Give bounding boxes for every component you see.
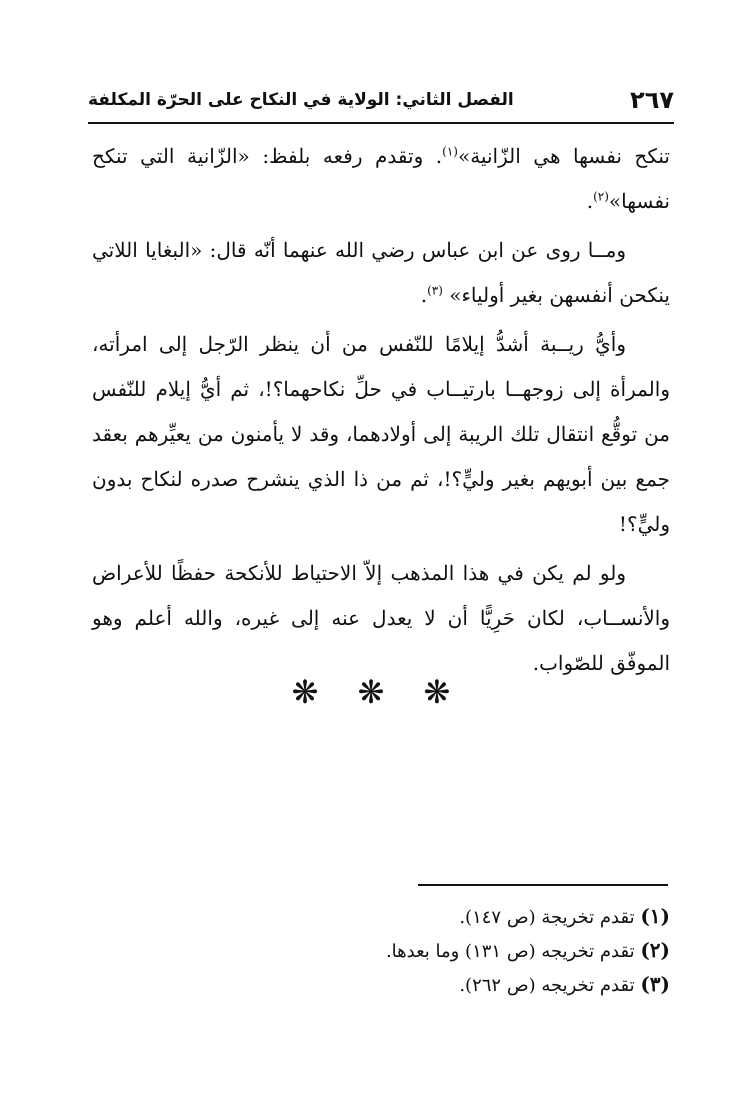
page-number: ٢٦٧ [630,86,674,114]
paragraph-2-text: ومــا روى عن ابن عباس رضي الله عنهما أنّه قال: «البغايا اللاتي ينكحن أنفسهن بغير أولياء» [92,238,670,307]
footnote-ref-2[interactable]: (٢) [593,189,609,204]
footnote-2 [300,934,670,968]
header-rule [88,122,674,124]
footnote-ref-3[interactable]: (٣) [427,283,443,298]
footnote-1 [300,900,670,934]
paragraph-2-end: . [420,283,428,307]
footnote-number: (٢) [640,938,670,962]
paragraph-1 [92,134,670,224]
main-text [92,134,670,686]
paragraph-2 [92,228,670,318]
footnote-rule [418,884,668,886]
footnote-number: (٣) [640,972,670,996]
page-header [88,84,674,122]
paragraph-3: وأيُّ ريــبة أشدُّ إيلامًا للنّفس من أن ينظر الرّجل إلى امرأته، والمرأة إلى زوجهــا بارتيــاب في حلِّ نكاحهما؟!، ثم أيُّ إيلام للنّفس من توقُّع انتقال تلك الريبة إلى أولادهما، وقد لا يأمنون من يعيِّرهم بعقد جمع بين أبويهم بغير وليٍّ؟!، ثم من ذا الذي ينشرح صدره لنكاح بدون وليٍّ؟! [92,332,670,536]
section-separator: ❋ ❋ ❋ [291,673,465,711]
footnote-number: (١) [640,904,670,928]
footnote-ref-1[interactable]: (١) [442,144,458,159]
footnote-text: تقدم تخريجه (ص ٢٦٢). [459,975,641,996]
paragraph-1-text: تنكح نفسها هي الزّانية» [457,144,670,168]
footnote-text: تقدم تخريجة (ص ١٤٧). [459,907,641,928]
footnotes [300,900,670,1002]
running-title: الفصل الثاني: الولاية في النكاح على الحرّة المكلفة [88,90,514,110]
footnote-3 [300,968,670,1002]
paragraph-1-end: . [586,189,594,213]
footnote-text: تقدم تخريجه (ص ١٣١) وما بعدها. [385,941,641,962]
paragraph-4: ولو لم يكن في هذا المذهب إلاّ الاحتياط للأنكحة حفظًا للأعراض والأنســاب، لكان حَرِيًّا أن لا يعدل عنه إلى غيره، والله أعلم وهو الموفّق للصّواب. [92,561,671,675]
paragraph-1-text-2: . وتقدم رفعه بلفظ: «الزّانية التي تنكح نفسها» [92,144,670,213]
